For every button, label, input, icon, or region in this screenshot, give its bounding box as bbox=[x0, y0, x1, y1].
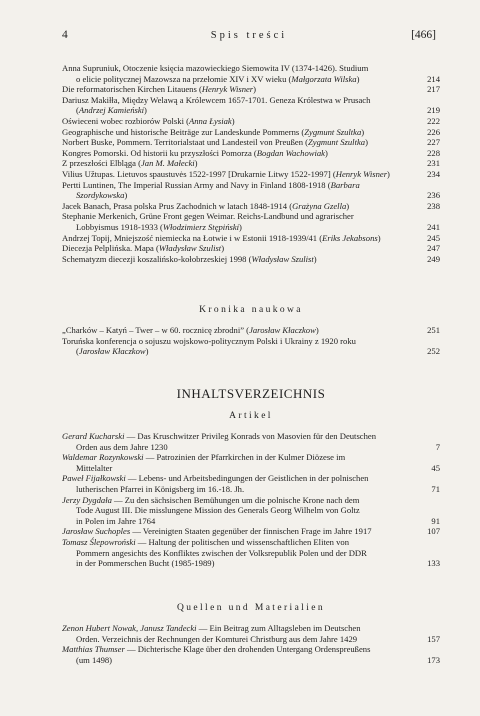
toc-entry: Jacek Banach, Prasa polska Prus Zachodnich w latach 1848-1914 (Grażyna Gzella) 238 bbox=[62, 200, 440, 211]
toc-entry: Pertti Luntinen, The Imperial Russian Army and Navy in Finland 1808-1918 (Barbara Szordykowska) 236 bbox=[62, 179, 440, 201]
toc-entry: Z przeszłości Elbląga (Jan M. Małecki) 231 bbox=[62, 158, 440, 169]
toc-entry: Anna Supruniuk, Otoczenie księcia mazowieckiego Siemowita IV (1374-1426). Studium o elicie politycznej Mazowsza na przełomie XIV i XV wieku (Małgorzata Wilska) 214 bbox=[62, 63, 440, 84]
toc-page-number: 219 bbox=[427, 105, 440, 116]
toc-page-number: 107 bbox=[427, 526, 440, 537]
bracket-page-number: [466] bbox=[411, 29, 436, 41]
header-title: Spis treści bbox=[210, 30, 288, 41]
toc-entry: Die reformatorischen Kirchen Litauens (Henryk Wisner) 217 bbox=[62, 84, 440, 95]
toc-page-number: 238 bbox=[427, 200, 440, 211]
toc-page-number: 245 bbox=[427, 232, 440, 243]
toc-page-number: 236 bbox=[427, 190, 440, 201]
quellen-heading: Quellen und Materialien bbox=[176, 603, 326, 613]
toc-entry: Tomasz Ślepowroński — Haltung der politischen und wissenschaftlichen Eliten von Pommern angesichts des Konfliktes zwischen der Volksrepublik Polen und der DDR in der Pommerschen Bucht (1985-1989) 133 bbox=[62, 536, 440, 569]
toc-entry: Norbert Buske, Pommern. Territorialstaat und Landesteil von Preußen (Zygmunt Szultka) 227 bbox=[62, 137, 440, 148]
toc-page-number: 133 bbox=[427, 558, 440, 569]
toc-page-number: 234 bbox=[427, 168, 440, 179]
toc-entry: „Charków – Katyń – Twer – w 60. rocznicę zbrodni” (Jarosław Kłaczkow) 251 bbox=[62, 325, 440, 335]
toc-page-number: 228 bbox=[427, 147, 440, 158]
polish-reviews-list bbox=[62, 63, 440, 264]
toc-page-number: 252 bbox=[427, 346, 440, 357]
toc-page-number: 247 bbox=[427, 243, 440, 254]
toc-page-number: 251 bbox=[427, 325, 440, 335]
toc-entry: Diecezja Pelplińska. Mapa (Władysław Szulist) 247 bbox=[62, 243, 440, 254]
toc-entry: Stephanie Merkenich, Grüne Front gegen Weimar. Reichs-Landbund und agrarischer Lobbyismus 1918-1933 (Włodzimierz Stępiński) 241 bbox=[62, 211, 440, 232]
toc-page-number: 222 bbox=[427, 115, 440, 126]
toc-entry: Zenon Hubert Nowak, Janusz Tandecki — Ein Beitrag zum Alltagsleben im Deutschen Orden. Verzeichnis der Rechnungen der Komturei Christburg aus dem Jahre 1429 157 bbox=[62, 623, 440, 644]
kronika-list bbox=[62, 325, 440, 357]
german-toc-heading: INHALTSVERZEICHNIS bbox=[176, 386, 326, 401]
toc-entry: Waldemar Rozynkowski — Patrozinien der Pfarrkirchen in der Kulmer Diözese im Mittelalter 45 bbox=[62, 452, 440, 473]
kronika-heading: Kronika naukowa bbox=[199, 305, 303, 315]
toc-page-number: 241 bbox=[427, 221, 440, 232]
artikel-list bbox=[62, 431, 440, 569]
toc-entry: Geographische und historische Beiträge zur Landeskunde Pommerns (Zygmunt Szultka) 226 bbox=[62, 126, 440, 137]
quellen-list bbox=[62, 623, 440, 665]
toc-entry: Dariusz Makiłła, Między Welawą a Królewcem 1657-1701. Geneza Królestwa w Prusach (Andrzej Kamieński) 219 bbox=[62, 94, 440, 116]
toc-entry: Andrzej Topij, Mniejszość niemiecka na Łotwie i w Estonii 1918-1939/41 (Eriks Jekabsons) 245 bbox=[62, 232, 440, 243]
running-header bbox=[62, 30, 436, 44]
toc-page-number: 214 bbox=[427, 73, 440, 84]
artikel-heading: Artikel bbox=[229, 411, 273, 421]
toc-page-number: 217 bbox=[427, 84, 440, 95]
toc-page-number: 231 bbox=[427, 158, 440, 169]
toc-entry: Jarosław Suchoples — Vereinigten Staaten gegenüber der finnischen Frage im Jahre 1917 107 bbox=[62, 526, 440, 537]
toc-entry: Matthias Thumser — Dichterische Klage über den drohenden Untergang Ordenspreußens (um 1498) 173 bbox=[62, 644, 440, 665]
toc-page-number: 7 bbox=[435, 441, 440, 452]
toc-page-number: 91 bbox=[431, 515, 440, 526]
toc-page-number: 71 bbox=[431, 483, 440, 494]
toc-entry: Vilius Užtupas. Lietuvos spaustuvės 1522-1997 [Drukarnie Litwy 1522-1997] (Henryk Wisner) 234 bbox=[62, 168, 440, 179]
toc-page-number: 45 bbox=[431, 462, 440, 473]
toc-entry: Toruńska konferencja o sojuszu wojskowo-politycznym Polski i Ukrainy z 1920 roku (Jarosław Kłaczkow) 252 bbox=[62, 335, 440, 357]
toc-page-number: 249 bbox=[427, 253, 440, 264]
toc-entry: Jerzy Dygdała — Zu den sächsischen Bemühungen um die polnische Krone nach dem Tode August III. Die misslungene Mission des Generals Georg Wilhelm von Goltz in Polen im Jahre 1764 91 bbox=[62, 494, 440, 526]
toc-entry: Kongres Pomorski. Od historii ku przyszłości Pomorza (Bogdan Wachowiak) 228 bbox=[62, 147, 440, 158]
toc-page-number: 157 bbox=[427, 633, 440, 644]
toc-entry: Schematyzm diecezji koszalińsko-kołobrzeskiej 1998 (Władysław Szulist) 249 bbox=[62, 253, 440, 264]
toc-entry: Gerard Kucharski — Das Kruschwitzer Privileg Konrads von Masovien für den Deutschen Orden aus dem Jahre 1230 7 bbox=[62, 431, 440, 452]
page-number: 4 bbox=[62, 29, 68, 41]
toc-page-number: 226 bbox=[427, 126, 440, 137]
toc-entry: Paweł Fijałkowski — Lebens- und Arbeitsbedingungen der Geistlichen in der polnischen lutherischen Pfarrei in Königsberg im 16.-18. Jh. 71 bbox=[62, 473, 440, 494]
toc-page-number: 173 bbox=[427, 654, 440, 665]
toc-entry: Oświeceni wobec rozbiorów Polski (Anna Łysiak) 222 bbox=[62, 115, 440, 126]
toc-page-number: 227 bbox=[427, 137, 440, 148]
